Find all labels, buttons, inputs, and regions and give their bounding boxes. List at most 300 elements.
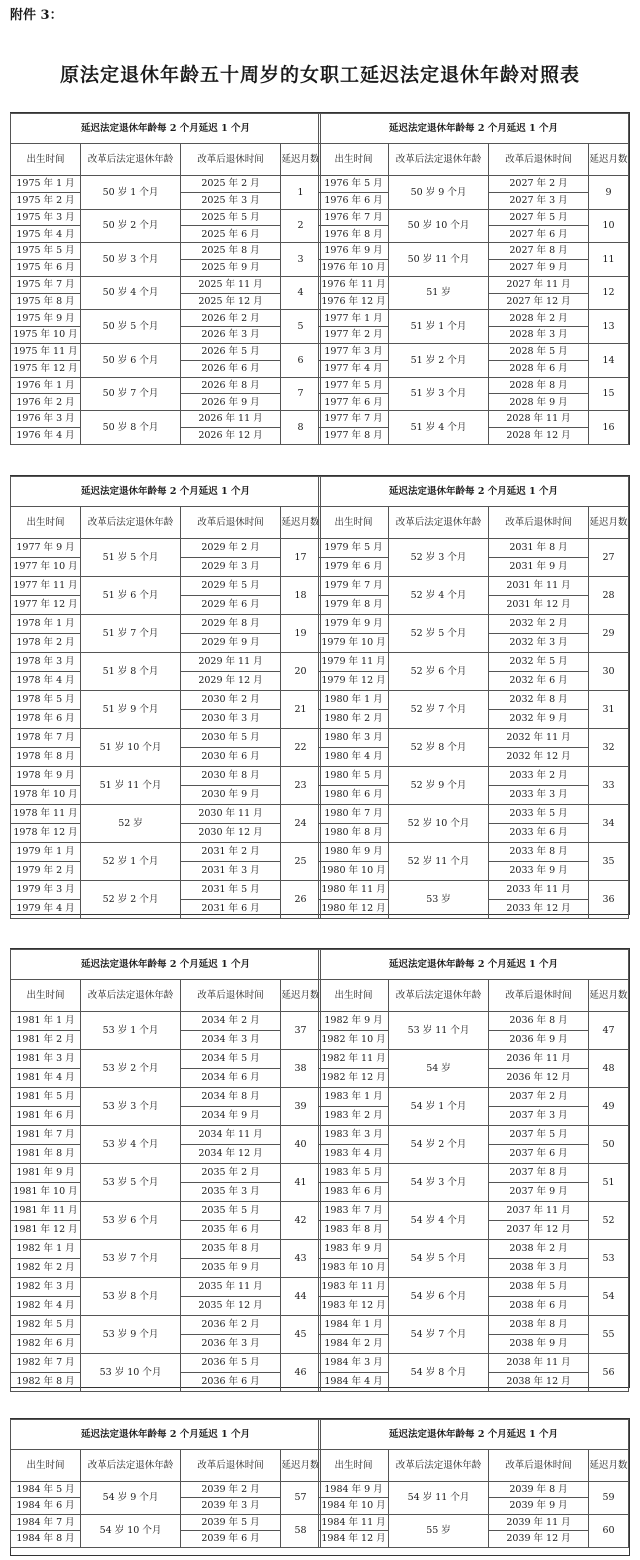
- birth-time-cell: 1976 年 5 月: [319, 176, 389, 193]
- table-row: [11, 1088, 321, 1107]
- birth-time-cell: 1978 年 5 月: [11, 691, 81, 710]
- retirement-time-cell: 2031 年 6 月: [181, 900, 281, 919]
- retirement-age-cell: 52 岁 11 个月: [389, 843, 489, 881]
- retirement-age-cell: 53 岁 7 个月: [81, 1240, 181, 1278]
- table-row: [319, 411, 629, 428]
- delay-months-cell: 35: [589, 843, 629, 881]
- retirement-age-cell: 50 岁 3 个月: [81, 243, 181, 277]
- document-title: 原法定退休年龄五十周岁的女职工延迟法定退休年龄对照表: [59, 64, 580, 86]
- retirement-age-cell: 54 岁 9 个月: [81, 1482, 181, 1515]
- retirement-time-cell: 2038 年 5 月: [489, 1278, 589, 1297]
- retirement-time-cell: 2038 年 12 月: [489, 1373, 589, 1392]
- birth-time-cell: 1980 年 7 月: [319, 805, 389, 824]
- birth-time-cell: 1975 年 8 月: [11, 293, 81, 310]
- delay-months-cell: 34: [589, 805, 629, 843]
- delay-months-cell: 2: [281, 209, 321, 243]
- comparison-table: [318, 113, 629, 445]
- table-panel: [10, 476, 320, 919]
- retirement-age-cell: 52 岁 3 个月: [389, 539, 489, 577]
- birth-time-cell: 1980 年 4 月: [319, 748, 389, 767]
- retirement-age-cell: 54 岁 6 个月: [389, 1278, 489, 1316]
- comparison-table: [10, 476, 321, 919]
- retirement-time-cell: 2026 年 6 月: [181, 360, 281, 377]
- retirement-age-cell: 54 岁 5 个月: [389, 1240, 489, 1278]
- delay-months-cell: 4: [281, 276, 321, 310]
- retirement-age-cell: 54 岁: [389, 1050, 489, 1088]
- birth-time-cell: 1981 年 10 月: [11, 1183, 81, 1202]
- delay-months-cell: 24: [281, 805, 321, 843]
- retirement-time-cell: 2033 年 6 月: [489, 824, 589, 843]
- birth-time-cell: 1980 年 8 月: [319, 824, 389, 843]
- retirement-time-cell: 2030 年 3 月: [181, 710, 281, 729]
- retirement-time-cell: 2025 年 6 月: [181, 226, 281, 243]
- birth-time-cell: 1984 年 11 月: [319, 1514, 389, 1530]
- retirement-age-cell: 52 岁 6 个月: [389, 653, 489, 691]
- retirement-time-cell: 2028 年 6 月: [489, 360, 589, 377]
- comparison-table: [318, 949, 629, 1392]
- retirement-age-cell: 51 岁 10 个月: [81, 729, 181, 767]
- retirement-time-cell: 2026 年 11 月: [181, 411, 281, 428]
- birth-time-cell: 1983 年 12 月: [319, 1297, 389, 1316]
- birth-time-cell: 1981 年 12 月: [11, 1221, 81, 1240]
- delay-months-cell: 26: [281, 881, 321, 919]
- retirement-time-cell: 2032 年 6 月: [489, 672, 589, 691]
- retirement-time-cell: 2027 年 5 月: [489, 209, 589, 226]
- birth-time-cell: 1978 年 11 月: [11, 805, 81, 824]
- retirement-time-cell: 2039 年 5 月: [181, 1514, 281, 1530]
- birth-time-cell: 1977 年 8 月: [319, 427, 389, 444]
- delay-months-cell: 48: [589, 1050, 629, 1088]
- header-retirement-time: 改革后退休时间: [489, 1450, 589, 1482]
- table-row: [319, 691, 629, 710]
- retirement-time-cell: 2032 年 5 月: [489, 653, 589, 672]
- retirement-time-cell: 2033 年 9 月: [489, 862, 589, 881]
- retirement-time-cell: 2037 年 9 月: [489, 1183, 589, 1202]
- retirement-time-cell: 2037 年 2 月: [489, 1088, 589, 1107]
- table-row: [11, 276, 321, 293]
- table-row: [319, 1050, 629, 1069]
- retirement-time-cell: 2031 年 11 月: [489, 577, 589, 596]
- birth-time-cell: 1980 年 6 月: [319, 786, 389, 805]
- header-retirement-time: 改革后退休时间: [489, 144, 589, 176]
- retirement-time-cell: 2038 年 11 月: [489, 1354, 589, 1373]
- birth-time-cell: 1981 年 8 月: [11, 1145, 81, 1164]
- table-row: [319, 276, 629, 293]
- table-row: [319, 310, 629, 327]
- table-caption: 延迟法定退休年龄每 2 个月延迟 1 个月: [319, 950, 629, 980]
- delay-months-cell: 28: [589, 577, 629, 615]
- header-birth-time: 出生时间: [11, 1450, 81, 1482]
- retirement-time-cell: 2037 年 5 月: [489, 1126, 589, 1145]
- table-row: [319, 1164, 629, 1183]
- retirement-age-cell: 53 岁 1 个月: [81, 1012, 181, 1050]
- delay-months-cell: 23: [281, 767, 321, 805]
- table-row: [11, 1240, 321, 1259]
- retirement-age-cell: 51 岁 5 个月: [81, 539, 181, 577]
- retirement-time-cell: 2036 年 5 月: [181, 1354, 281, 1373]
- delay-months-cell: 31: [589, 691, 629, 729]
- retirement-time-cell: 2036 年 6 月: [181, 1373, 281, 1392]
- retirement-time-cell: 2030 年 2 月: [181, 691, 281, 710]
- header-delay-months: 延迟月数: [589, 1450, 629, 1482]
- delay-months-cell: 21: [281, 691, 321, 729]
- table-row: [319, 1482, 629, 1498]
- header-birth-time: 出生时间: [11, 980, 81, 1012]
- birth-time-cell: 1977 年 10 月: [11, 558, 81, 577]
- header-retirement-age: 改革后法定退休年龄: [389, 144, 489, 176]
- delay-months-cell: 59: [589, 1482, 629, 1515]
- header-delay-months: 延迟月数: [281, 1450, 321, 1482]
- birth-time-cell: 1979 年 10 月: [319, 634, 389, 653]
- delay-months-cell: 38: [281, 1050, 321, 1088]
- retirement-time-cell: 2035 年 5 月: [181, 1202, 281, 1221]
- birth-time-cell: 1983 年 3 月: [319, 1126, 389, 1145]
- retirement-time-cell: 2030 年 12 月: [181, 824, 281, 843]
- table-row: [11, 343, 321, 360]
- table-row: [11, 310, 321, 327]
- retirement-time-cell: 2027 年 8 月: [489, 243, 589, 260]
- birth-time-cell: 1979 年 8 月: [319, 596, 389, 615]
- table-panel: [10, 113, 320, 445]
- table-row: [319, 805, 629, 824]
- retirement-time-cell: 2032 年 2 月: [489, 615, 589, 634]
- retirement-age-cell: 50 岁 5 个月: [81, 310, 181, 344]
- table-row: [319, 843, 629, 862]
- birth-time-cell: 1976 年 8 月: [319, 226, 389, 243]
- table-row: [319, 729, 629, 748]
- retirement-time-cell: 2027 年 6 月: [489, 226, 589, 243]
- birth-time-cell: 1983 年 6 月: [319, 1183, 389, 1202]
- comparison-table: [318, 1419, 629, 1548]
- table-row: [11, 729, 321, 748]
- delay-months-cell: 32: [589, 729, 629, 767]
- retirement-time-cell: 2026 年 8 月: [181, 377, 281, 394]
- retirement-time-cell: 2027 年 11 月: [489, 276, 589, 293]
- table-row: [319, 377, 629, 394]
- birth-time-cell: 1975 年 11 月: [11, 343, 81, 360]
- retirement-time-cell: 2039 年 2 月: [181, 1482, 281, 1498]
- table-row: [319, 1514, 629, 1530]
- birth-time-cell: 1979 年 5 月: [319, 539, 389, 558]
- header-delay-months: 延迟月数: [281, 144, 321, 176]
- delay-months-cell: 40: [281, 1126, 321, 1164]
- header-delay-months: 延迟月数: [589, 507, 629, 539]
- table-row: [319, 653, 629, 672]
- retirement-age-cell: 50 岁 6 个月: [81, 343, 181, 377]
- birth-time-cell: 1979 年 7 月: [319, 577, 389, 596]
- birth-time-cell: 1978 年 4 月: [11, 672, 81, 691]
- delay-months-cell: 12: [589, 276, 629, 310]
- birth-time-cell: 1983 年 10 月: [319, 1259, 389, 1278]
- delay-months-cell: 43: [281, 1240, 321, 1278]
- birth-time-cell: 1983 年 9 月: [319, 1240, 389, 1259]
- header-retirement-age: 改革后法定退休年龄: [81, 507, 181, 539]
- retirement-time-cell: 2025 年 5 月: [181, 209, 281, 226]
- birth-time-cell: 1984 年 12 月: [319, 1531, 389, 1547]
- retirement-time-cell: 2037 年 11 月: [489, 1202, 589, 1221]
- birth-time-cell: 1977 年 9 月: [11, 539, 81, 558]
- header-birth-time: 出生时间: [319, 144, 389, 176]
- birth-time-cell: 1976 年 9 月: [319, 243, 389, 260]
- table-row: [319, 1240, 629, 1259]
- delay-months-cell: 15: [589, 377, 629, 411]
- retirement-time-cell: 2033 年 11 月: [489, 881, 589, 900]
- birth-time-cell: 1981 年 3 月: [11, 1050, 81, 1069]
- birth-time-cell: 1984 年 8 月: [11, 1531, 81, 1547]
- retirement-time-cell: 2025 年 12 月: [181, 293, 281, 310]
- birth-time-cell: 1979 年 11 月: [319, 653, 389, 672]
- table-caption: 延迟法定退休年龄每 2 个月延迟 1 个月: [11, 950, 321, 980]
- retirement-time-cell: 2033 年 3 月: [489, 786, 589, 805]
- header-birth-time: 出生时间: [11, 144, 81, 176]
- table-row: [319, 1316, 629, 1335]
- header-birth-time: 出生时间: [319, 507, 389, 539]
- retirement-age-cell: 51 岁 4 个月: [389, 411, 489, 445]
- retirement-time-cell: 2032 年 9 月: [489, 710, 589, 729]
- delay-months-cell: 3: [281, 243, 321, 277]
- retirement-age-cell: 54 岁 3 个月: [389, 1164, 489, 1202]
- retirement-time-cell: 2026 年 9 月: [181, 394, 281, 411]
- table-row: [11, 1012, 321, 1031]
- delay-months-cell: 18: [281, 577, 321, 615]
- birth-time-cell: 1981 年 4 月: [11, 1069, 81, 1088]
- delay-months-cell: 9: [589, 176, 629, 210]
- birth-time-cell: 1976 年 1 月: [11, 377, 81, 394]
- table-row: [11, 1278, 321, 1297]
- birth-time-cell: 1980 年 5 月: [319, 767, 389, 786]
- retirement-age-cell: 54 岁 2 个月: [389, 1126, 489, 1164]
- birth-time-cell: 1976 年 6 月: [319, 192, 389, 209]
- birth-time-cell: 1975 年 5 月: [11, 243, 81, 260]
- retirement-time-cell: 2033 年 5 月: [489, 805, 589, 824]
- birth-time-cell: 1978 年 10 月: [11, 786, 81, 805]
- retirement-time-cell: 2037 年 6 月: [489, 1145, 589, 1164]
- birth-time-cell: 1980 年 2 月: [319, 710, 389, 729]
- header-retirement-time: 改革后退休时间: [181, 144, 281, 176]
- retirement-age-cell: 54 岁 4 个月: [389, 1202, 489, 1240]
- retirement-age-cell: 53 岁 10 个月: [81, 1354, 181, 1392]
- delay-months-cell: 58: [281, 1514, 321, 1547]
- birth-time-cell: 1983 年 5 月: [319, 1164, 389, 1183]
- birth-time-cell: 1984 年 3 月: [319, 1354, 389, 1373]
- retirement-age-cell: 53 岁: [389, 881, 489, 919]
- delay-months-cell: 54: [589, 1278, 629, 1316]
- retirement-time-cell: 2038 年 9 月: [489, 1335, 589, 1354]
- table-caption: 延迟法定退休年龄每 2 个月延迟 1 个月: [11, 114, 321, 144]
- retirement-age-cell: 50 岁 11 个月: [389, 243, 489, 277]
- birth-time-cell: 1979 年 4 月: [11, 900, 81, 919]
- retirement-time-cell: 2036 年 11 月: [489, 1050, 589, 1069]
- retirement-time-cell: 2029 年 8 月: [181, 615, 281, 634]
- birth-time-cell: 1984 年 10 月: [319, 1498, 389, 1514]
- header-delay-months: 延迟月数: [281, 980, 321, 1012]
- birth-time-cell: 1978 年 12 月: [11, 824, 81, 843]
- birth-time-cell: 1979 年 2 月: [11, 862, 81, 881]
- birth-time-cell: 1975 年 12 月: [11, 360, 81, 377]
- header-birth-time: 出生时间: [11, 507, 81, 539]
- table-caption: 延迟法定退休年龄每 2 个月延迟 1 个月: [11, 1420, 321, 1450]
- table-panel: [318, 476, 628, 919]
- birth-time-cell: 1978 年 2 月: [11, 634, 81, 653]
- delay-months-cell: 19: [281, 615, 321, 653]
- retirement-time-cell: 2025 年 8 月: [181, 243, 281, 260]
- retirement-age-cell: 51 岁 1 个月: [389, 310, 489, 344]
- table-panel: [318, 1419, 628, 1548]
- birth-time-cell: 1982 年 7 月: [11, 1354, 81, 1373]
- comparison-table: [10, 1419, 321, 1548]
- delay-months-cell: 14: [589, 343, 629, 377]
- retirement-age-cell: 55 岁: [389, 1514, 489, 1547]
- birth-time-cell: 1980 年 12 月: [319, 900, 389, 919]
- delay-months-cell: 16: [589, 411, 629, 445]
- retirement-time-cell: 2035 年 3 月: [181, 1183, 281, 1202]
- birth-time-cell: 1975 年 7 月: [11, 276, 81, 293]
- table-row: [319, 577, 629, 596]
- birth-time-cell: 1982 年 3 月: [11, 1278, 81, 1297]
- retirement-time-cell: 2039 年 12 月: [489, 1531, 589, 1547]
- table-section: [10, 475, 630, 915]
- table-row: [319, 1126, 629, 1145]
- retirement-time-cell: 2036 年 12 月: [489, 1069, 589, 1088]
- retirement-age-cell: 53 岁 9 个月: [81, 1316, 181, 1354]
- retirement-age-cell: 52 岁: [81, 805, 181, 843]
- header-retirement-age: 改革后法定退休年龄: [81, 1450, 181, 1482]
- table-row: [319, 343, 629, 360]
- retirement-age-cell: 50 岁 9 个月: [389, 176, 489, 210]
- retirement-age-cell: 52 岁 4 个月: [389, 577, 489, 615]
- retirement-age-cell: 50 岁 4 个月: [81, 276, 181, 310]
- retirement-time-cell: 2039 年 8 月: [489, 1482, 589, 1498]
- retirement-time-cell: 2028 年 11 月: [489, 411, 589, 428]
- retirement-time-cell: 2025 年 3 月: [181, 192, 281, 209]
- table-caption: 延迟法定退休年龄每 2 个月延迟 1 个月: [319, 477, 629, 507]
- retirement-age-cell: 54 岁 11 个月: [389, 1482, 489, 1515]
- table-panel: [318, 949, 628, 1392]
- header-retirement-time: 改革后退休时间: [489, 980, 589, 1012]
- delay-months-cell: 13: [589, 310, 629, 344]
- retirement-time-cell: 2037 年 8 月: [489, 1164, 589, 1183]
- birth-time-cell: 1982 年 10 月: [319, 1031, 389, 1050]
- birth-time-cell: 1977 年 7 月: [319, 411, 389, 428]
- birth-time-cell: 1977 年 4 月: [319, 360, 389, 377]
- retirement-time-cell: 2028 年 8 月: [489, 377, 589, 394]
- birth-time-cell: 1978 年 8 月: [11, 748, 81, 767]
- delay-months-cell: 53: [589, 1240, 629, 1278]
- birth-time-cell: 1981 年 6 月: [11, 1107, 81, 1126]
- retirement-time-cell: 2029 年 9 月: [181, 634, 281, 653]
- comparison-table: [10, 113, 321, 445]
- retirement-time-cell: 2028 年 12 月: [489, 427, 589, 444]
- delay-months-cell: 41: [281, 1164, 321, 1202]
- table-row: [11, 1354, 321, 1373]
- retirement-age-cell: 52 岁 9 个月: [389, 767, 489, 805]
- table-row: [11, 209, 321, 226]
- retirement-time-cell: 2036 年 8 月: [489, 1012, 589, 1031]
- table-row: [319, 539, 629, 558]
- retirement-time-cell: 2035 年 12 月: [181, 1297, 281, 1316]
- retirement-time-cell: 2034 年 9 月: [181, 1107, 281, 1126]
- birth-time-cell: 1978 年 6 月: [11, 710, 81, 729]
- retirement-age-cell: 53 岁 5 个月: [81, 1164, 181, 1202]
- retirement-age-cell: 54 岁 8 个月: [389, 1354, 489, 1392]
- birth-time-cell: 1980 年 11 月: [319, 881, 389, 900]
- birth-time-cell: 1982 年 5 月: [11, 1316, 81, 1335]
- retirement-age-cell: 51 岁 9 个月: [81, 691, 181, 729]
- header-delay-months: 延迟月数: [281, 507, 321, 539]
- retirement-time-cell: 2037 年 3 月: [489, 1107, 589, 1126]
- birth-time-cell: 1975 年 10 月: [11, 327, 81, 344]
- table-row: [319, 1354, 629, 1373]
- retirement-time-cell: 2029 年 11 月: [181, 653, 281, 672]
- retirement-age-cell: 53 岁 8 个月: [81, 1278, 181, 1316]
- delay-months-cell: 29: [589, 615, 629, 653]
- delay-months-cell: 17: [281, 539, 321, 577]
- birth-time-cell: 1979 年 1 月: [11, 843, 81, 862]
- delay-months-cell: 25: [281, 843, 321, 881]
- header-delay-months: 延迟月数: [589, 980, 629, 1012]
- retirement-age-cell: 50 岁 8 个月: [81, 411, 181, 445]
- delay-months-cell: 39: [281, 1088, 321, 1126]
- delay-months-cell: 50: [589, 1126, 629, 1164]
- retirement-time-cell: 2028 年 9 月: [489, 394, 589, 411]
- birth-time-cell: 1981 年 5 月: [11, 1088, 81, 1107]
- birth-time-cell: 1982 年 6 月: [11, 1335, 81, 1354]
- delay-months-cell: 7: [281, 377, 321, 411]
- retirement-time-cell: 2031 年 8 月: [489, 539, 589, 558]
- table-section: [10, 112, 630, 445]
- retirement-age-cell: 53 岁 3 个月: [81, 1088, 181, 1126]
- table-row: [319, 243, 629, 260]
- delay-months-cell: 20: [281, 653, 321, 691]
- retirement-time-cell: 2039 年 11 月: [489, 1514, 589, 1530]
- table-row: [11, 1316, 321, 1335]
- birth-time-cell: 1976 年 7 月: [319, 209, 389, 226]
- retirement-time-cell: 2029 年 3 月: [181, 558, 281, 577]
- birth-time-cell: 1981 年 11 月: [11, 1202, 81, 1221]
- retirement-time-cell: 2030 年 8 月: [181, 767, 281, 786]
- delay-months-cell: 30: [589, 653, 629, 691]
- retirement-age-cell: 50 岁 10 个月: [389, 209, 489, 243]
- header-birth-time: 出生时间: [319, 980, 389, 1012]
- retirement-time-cell: 2030 年 11 月: [181, 805, 281, 824]
- table-row: [319, 209, 629, 226]
- retirement-time-cell: 2035 年 6 月: [181, 1221, 281, 1240]
- retirement-age-cell: 52 岁 10 个月: [389, 805, 489, 843]
- retirement-age-cell: 52 岁 5 个月: [389, 615, 489, 653]
- birth-time-cell: 1980 年 1 月: [319, 691, 389, 710]
- birth-time-cell: 1980 年 9 月: [319, 843, 389, 862]
- birth-time-cell: 1982 年 12 月: [319, 1069, 389, 1088]
- retirement-time-cell: 2035 年 9 月: [181, 1259, 281, 1278]
- retirement-time-cell: 2025 年 9 月: [181, 259, 281, 276]
- table-panel: [10, 949, 320, 1392]
- retirement-time-cell: 2031 年 2 月: [181, 843, 281, 862]
- table-row: [11, 539, 321, 558]
- retirement-time-cell: 2028 年 3 月: [489, 327, 589, 344]
- retirement-time-cell: 2038 年 2 月: [489, 1240, 589, 1259]
- birth-time-cell: 1980 年 3 月: [319, 729, 389, 748]
- delay-months-cell: 46: [281, 1354, 321, 1392]
- birth-time-cell: 1977 年 2 月: [319, 327, 389, 344]
- table-panel: [318, 113, 628, 445]
- retirement-age-cell: 53 岁 2 个月: [81, 1050, 181, 1088]
- retirement-time-cell: 2032 年 3 月: [489, 634, 589, 653]
- delay-months-cell: 55: [589, 1316, 629, 1354]
- birth-time-cell: 1975 年 6 月: [11, 259, 81, 276]
- table-row: [319, 176, 629, 193]
- birth-time-cell: 1984 年 9 月: [319, 1482, 389, 1498]
- retirement-age-cell: 51 岁 6 个月: [81, 577, 181, 615]
